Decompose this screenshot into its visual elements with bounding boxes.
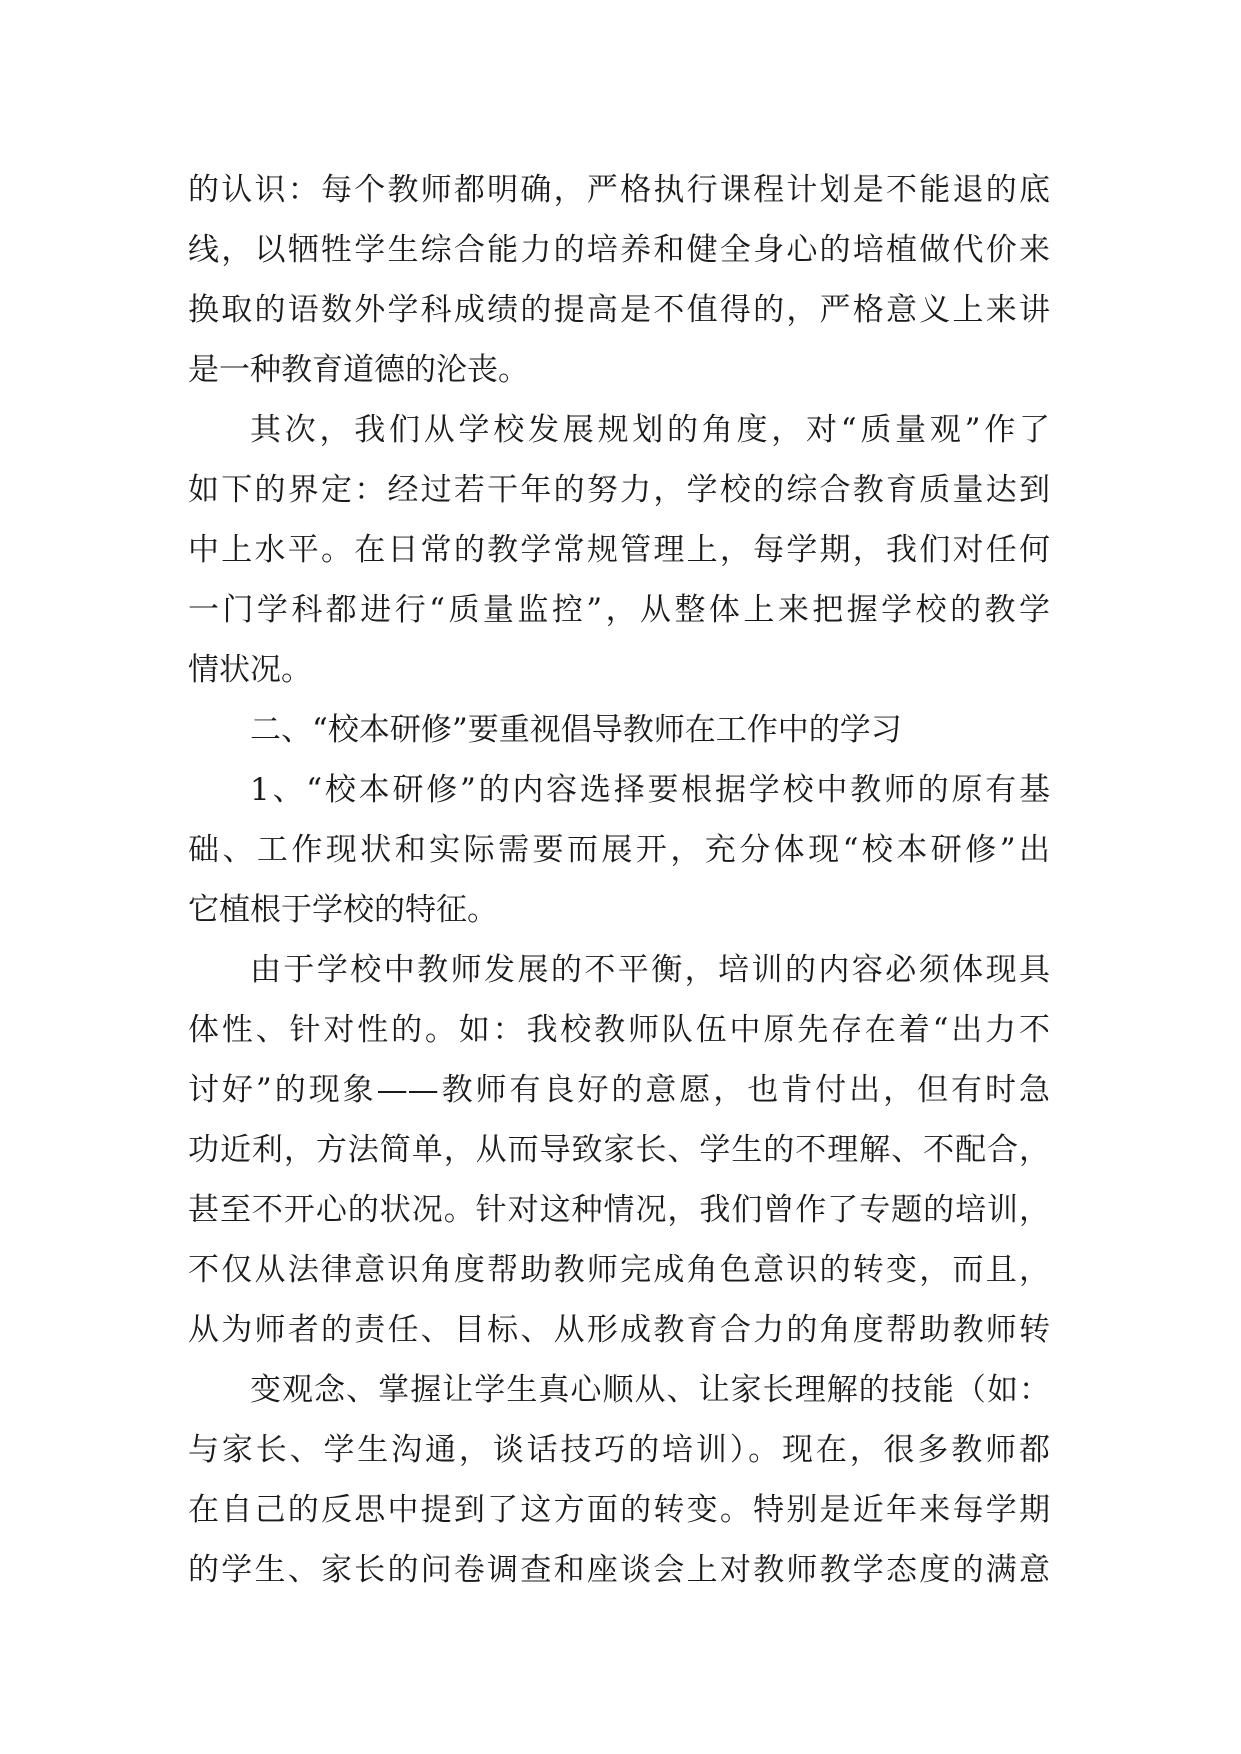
text-line: 体性、针对性的。如：我校教师队伍中原先存在着“出力不 [188,1012,1050,1048]
text-line: 从为师者的责任、目标、从形成教育合力的角度帮助教师转 [188,1312,1050,1348]
text-line: 讨好”的现象——教师有良好的意愿，也肯付出，但有时急 [188,1072,1050,1108]
text-line: 情状况。 [188,652,312,688]
text-line: 换取的语数外学科成绩的提高是不值得的，严格意义上来讲 [188,292,1050,328]
text-line: 的认识：每个教师都明确，严格执行课程计划是不能退的底 [188,172,1050,208]
text-line: 1、“校本研修”的内容选择要根据学校中教师的原有基 [250,772,1050,808]
body-text [188,160,1050,1600]
text-line: 的学生、家长的问卷调查和座谈会上对教师教学态度的满意 [188,1552,1050,1588]
text-line: 它植根于学校的特征。 [188,892,498,928]
text-line: 础、工作现状和实际需要而展开，充分体现“校本研修”出 [188,832,1050,868]
text-line: 是一种教育道德的沦丧。 [188,352,529,388]
text-line: 不仅从法律意识角度帮助教师完成角色意识的转变，而且， [188,1252,1050,1288]
text-line: 如下的界定：经过若干年的努力，学校的综合教育质量达到 [188,472,1050,508]
text-line: 线，以牺牲学生综合能力的培养和健全身心的培植做代价来 [188,232,1050,268]
text-line: 中上水平。在日常的教学常规管理上，每学期，我们对任何 [188,532,1050,568]
text-line: 在自己的反思中提到了这方面的转变。特别是近年来每学期 [188,1492,1050,1528]
text-line: 由于学校中教师发展的不平衡，培训的内容必须体现具 [250,952,1050,988]
text-line: 其次，我们从学校发展规划的角度，对“质量观”作了 [250,412,1050,448]
text-line: 一门学科都进行“质量监控”，从整体上来把握学校的教学 [188,592,1050,628]
section-heading: 二、“校本研修”要重视倡导教师在工作中的学习 [250,712,902,748]
text-line: 变观念、掌握让学生真心顺从、让家长理解的技能（如： [250,1372,1050,1408]
text-line: 与家长、学生沟通，谈话技巧的培训）。现在，很多教师都 [188,1432,1050,1468]
text-line: 甚至不开心的状况。针对这种情况，我们曾作了专题的培训， [188,1192,1050,1228]
text-line: 功近利，方法简单，从而导致家长、学生的不理解、不配合， [188,1132,1050,1168]
